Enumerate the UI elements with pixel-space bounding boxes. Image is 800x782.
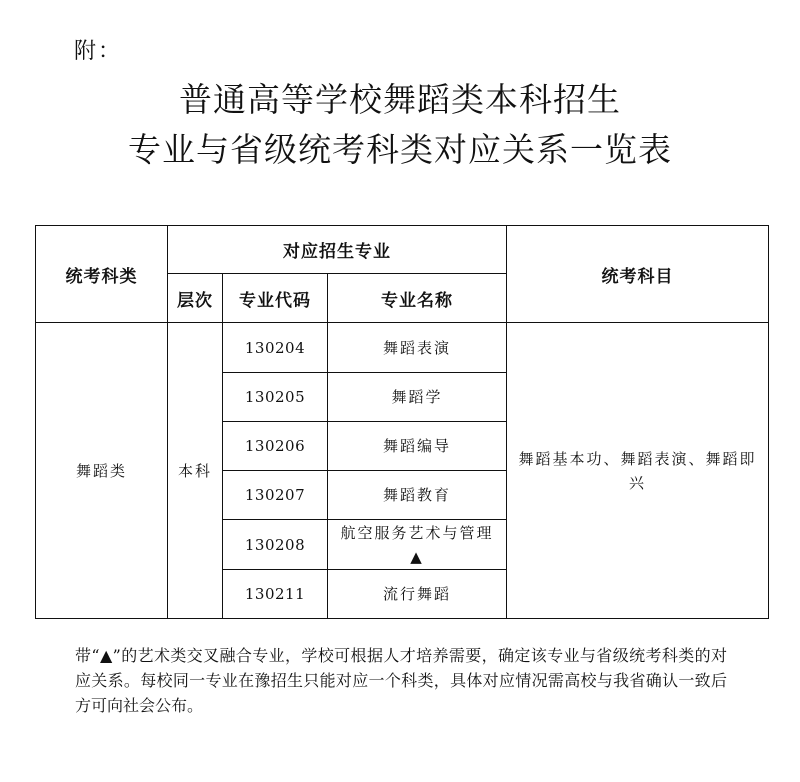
title-line-1: 普通高等学校舞蹈类本科招生 (179, 80, 621, 119)
major-name (328, 570, 507, 619)
major-name-text: 舞蹈学 (391, 388, 443, 406)
major-name-text: 航空服务艺术与管理▲ (340, 523, 494, 566)
major-name-text: 舞蹈教育 (383, 486, 452, 504)
major-code: 130208 (223, 520, 328, 570)
major-name (328, 471, 507, 520)
level-cell: 本科 (168, 323, 223, 619)
major-code: 130211 (223, 570, 328, 619)
major-name (328, 520, 507, 570)
major-name-text: 流行舞蹈 (383, 585, 452, 603)
major-name (328, 373, 507, 422)
major-code: 130204 (223, 323, 328, 373)
header-category: 统考科类 (36, 226, 168, 323)
major-name (328, 422, 507, 471)
header-code: 专业代码 (223, 274, 328, 323)
major-name-text: 舞蹈表演 (383, 338, 452, 357)
title-line-2: 专业与省级统考科类对应关系一览表 (128, 130, 672, 169)
document-title (0, 75, 800, 175)
footnote: 带“▲”的艺术类交叉融合专业，学校可根据人才培养需要，确定该专业与省级统考科类的对应关系。每校同一专业在豫招生只能对应一个科类，具体对应情况需高校与我省确认一致后方可向社会公布。 (75, 646, 727, 715)
header-major-group: 对应招生专业 (168, 226, 507, 274)
header-subjects: 统考科目 (507, 226, 769, 323)
major-code: 130206 (223, 422, 328, 471)
header-level: 层次 (168, 274, 223, 323)
mapping-table (35, 225, 769, 619)
table-row (36, 323, 769, 373)
major-code: 130205 (223, 373, 328, 422)
header-name: 专业名称 (328, 274, 507, 323)
subjects-cell: 舞蹈基本功、舞蹈表演、舞蹈即兴 (507, 323, 769, 619)
category-cell: 舞蹈类 (36, 323, 168, 619)
major-code: 130207 (223, 471, 328, 520)
major-name-text: 舞蹈编导 (383, 437, 452, 455)
attachment-label: 附： (74, 39, 123, 64)
major-name (328, 323, 507, 373)
header-row-1 (36, 226, 769, 274)
